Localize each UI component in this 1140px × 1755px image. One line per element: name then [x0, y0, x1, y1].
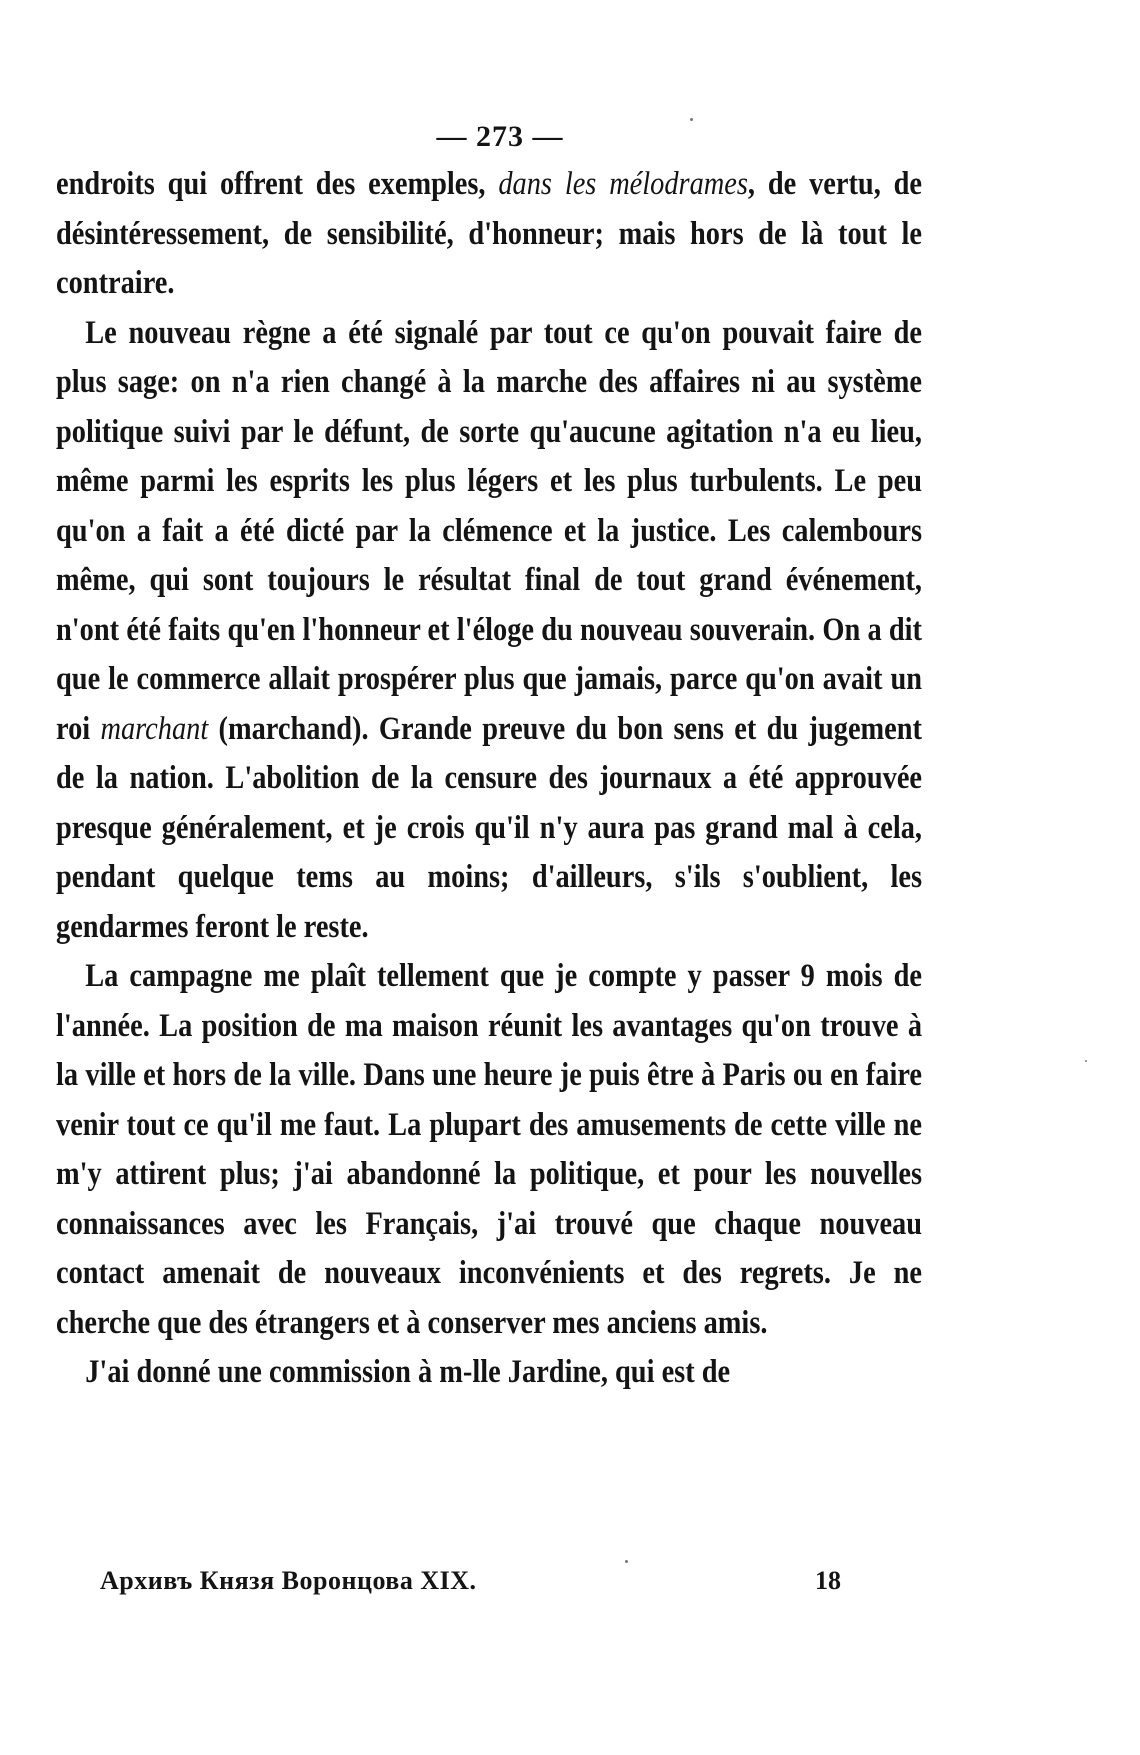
paragraph-text: (marchand). Grande preuve du bon sens et du jugement de la nation. L'abolition de la censure des journaux a été approuvée presque généralement, et je crois qu'il n'y aura pas grand mal à cela, pendant quelque tems au moins; d'ailleurs, s'ils s'oublient, les gendarmes feront le reste. [56, 710, 923, 945]
paragraph-1 [56, 160, 922, 309]
paragraph-2 [56, 309, 922, 953]
print-speck [690, 118, 693, 121]
paragraph-text: Le nouveau règne a été signalé par tout ce qu'on pouvait faire de plus sage: on n'a rien changé à la marche des affaires ni au système politique suivi par le défunt, de sorte qu'aucune agitation n'a eu lieu, même parmi les esprits les plus légers et les plus turbulents. Le peu qu'on a fait a été dicté par la clémence et la justice. Les calembours même, qui sont toujours le résultat final de tout grand événement, n'ont été faits qu'en l'honneur et l'éloge du nouveau souverain. On a dit que le commerce allait prospérer plus que jamais, parce qu'on avait un roi [56, 314, 923, 747]
signature-mark: 18 [815, 1566, 841, 1595]
page-number: — 273 — [436, 120, 564, 153]
paragraph-text: , de vertu, de désintéressement, de sensibilité, d'honneur; mais hors de là tout le contraire. [56, 166, 923, 301]
print-speck [625, 1560, 628, 1563]
paragraph-text: J'ai donné une commission à m-lle Jardine, qui est de [85, 1354, 731, 1390]
paragraph-text: endroits qui offrent des exemples, [56, 166, 499, 202]
paragraph-3 [56, 952, 922, 1348]
paragraph-text: La campagne me plaît tellement que je compte y passer 9 mois de l'année. La position de ma maison réunit les avantages qu'on trouve à la ville et hors de la ville. Dans une heure je puis être à Paris ou en faire venir tout ce qu'il me faut. La plupart des amusements de cette ville ne m'y attirent plus; j'ai abandonné la politique, et pour les nouvelles connaissances avec les Français, j'ai trouvé que chaque nouveau contact amenait de nouveaux inconvénients et des regrets. Je ne cherche que des étrangers et à conserver mes anciens amis. [56, 958, 923, 1341]
italic-word: marchant [100, 710, 209, 747]
body-text [56, 160, 923, 1398]
archive-signature-line: Архивъ Князя Воронцова XIX. [100, 1566, 477, 1595]
italic-phrase: dans les mélodrames [498, 166, 748, 202]
paragraph-4 [56, 1348, 922, 1398]
print-speck [1085, 1060, 1087, 1062]
